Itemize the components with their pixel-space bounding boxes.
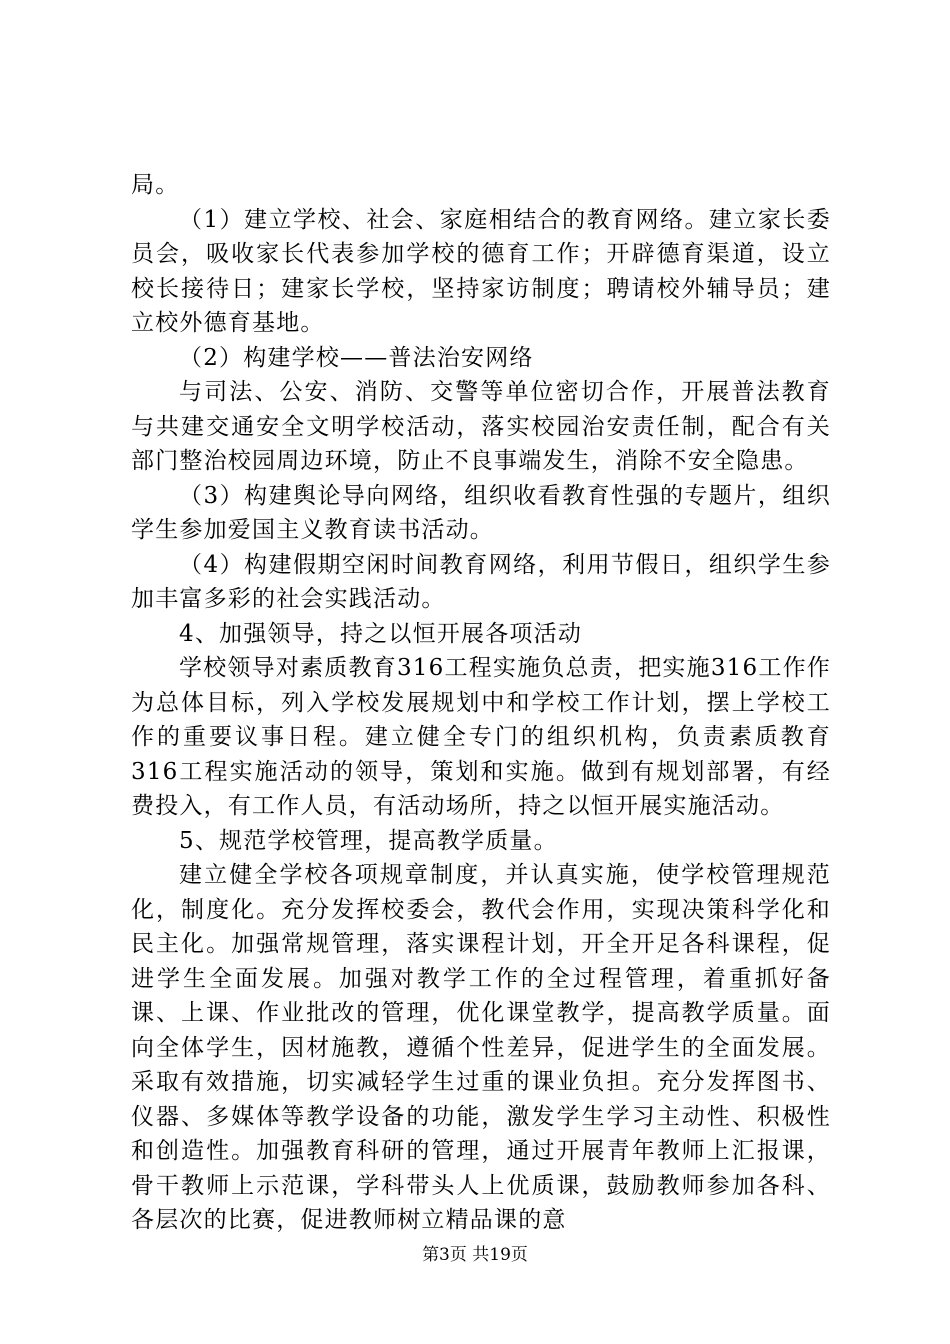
section-heading-management: 5、规范学校管理，提高教学质量。 <box>179 827 558 854</box>
paragraph-management: 建立健全学校各项规章制度，并认真实施，使学校管理规范化，制度化。充分发挥校委会，教代会作用，实现决策科学化和民主化。加强常规管理，落实课程计划，开全开足各科课程，促进学生全面发展。加强对教学工作的全过程管理，着重抓好备课、上课、作业批改的管理，优化课堂教学，提高教学质量。面向全体学生，因材施教，遵循个性差异，促进学生的全面发展。采取有效措施，切实减轻学生过重的课业负担。充分发挥图书、仪器、多媒体等教学设备的功能，激发学生学习主动性、积极性和创造性。加强教育科研的管理，通过开展青年教师上汇报课，骨干教师上示范课，学科带头人上优质课，鼓励教师参加各科、各层次的比赛，促进教师树立精品课的意 <box>131 862 831 1233</box>
document-body <box>131 168 831 1238</box>
paragraph-education-network: （1）建立学校、社会、家庭相结合的教育网络。建立家长委员会，吸收家长代表参加学校的德育工作；开辟德育渠道，设立校长接待日；建家长学校，坚持家访制度；聘请校外辅导员；建立校外德育基地。 <box>131 206 831 336</box>
paragraph-legal-security-heading: （2）构建学校——普法治安网络 <box>179 344 534 371</box>
paragraph-legal-security: 与司法、公安、消防、交警等单位密切合作，开展普法教育与共建交通安全文明学校活动，落实校园治安责任制，配合有关部门整治校园周边环境，防止不良事端发生，消除不安全隐患。 <box>131 379 831 474</box>
paragraph-continuation: 局。 <box>131 172 180 198</box>
page-number-footer: 第3页 共19页 <box>422 1245 528 1265</box>
section-heading-leadership: 4、加强领导，持之以恒开展各项活动 <box>179 620 583 647</box>
paragraph-public-opinion: （3）构建舆论导向网络，组织收看教育性强的专题片，组织学生参加爱国主义教育读书活动。 <box>131 482 831 543</box>
paragraph-leadership: 学校领导对素质教育316工程实施负总责，把实施316工作作为总体目标，列入学校发展规划中和学校工作计划，摆上学校工作的重要议事日程。建立健全专门的组织机构，负责素质教育316工程实施活动的领导，策划和实施。做到有规划部署，有经费投入，有工作人员，有活动场所，持之以恒开展实施活动。 <box>131 655 831 819</box>
paragraph-holiday-network: （4）构建假期空闲时间教育网络，利用节假日，组织学生参加丰富多彩的社会实践活动。 <box>131 551 831 612</box>
